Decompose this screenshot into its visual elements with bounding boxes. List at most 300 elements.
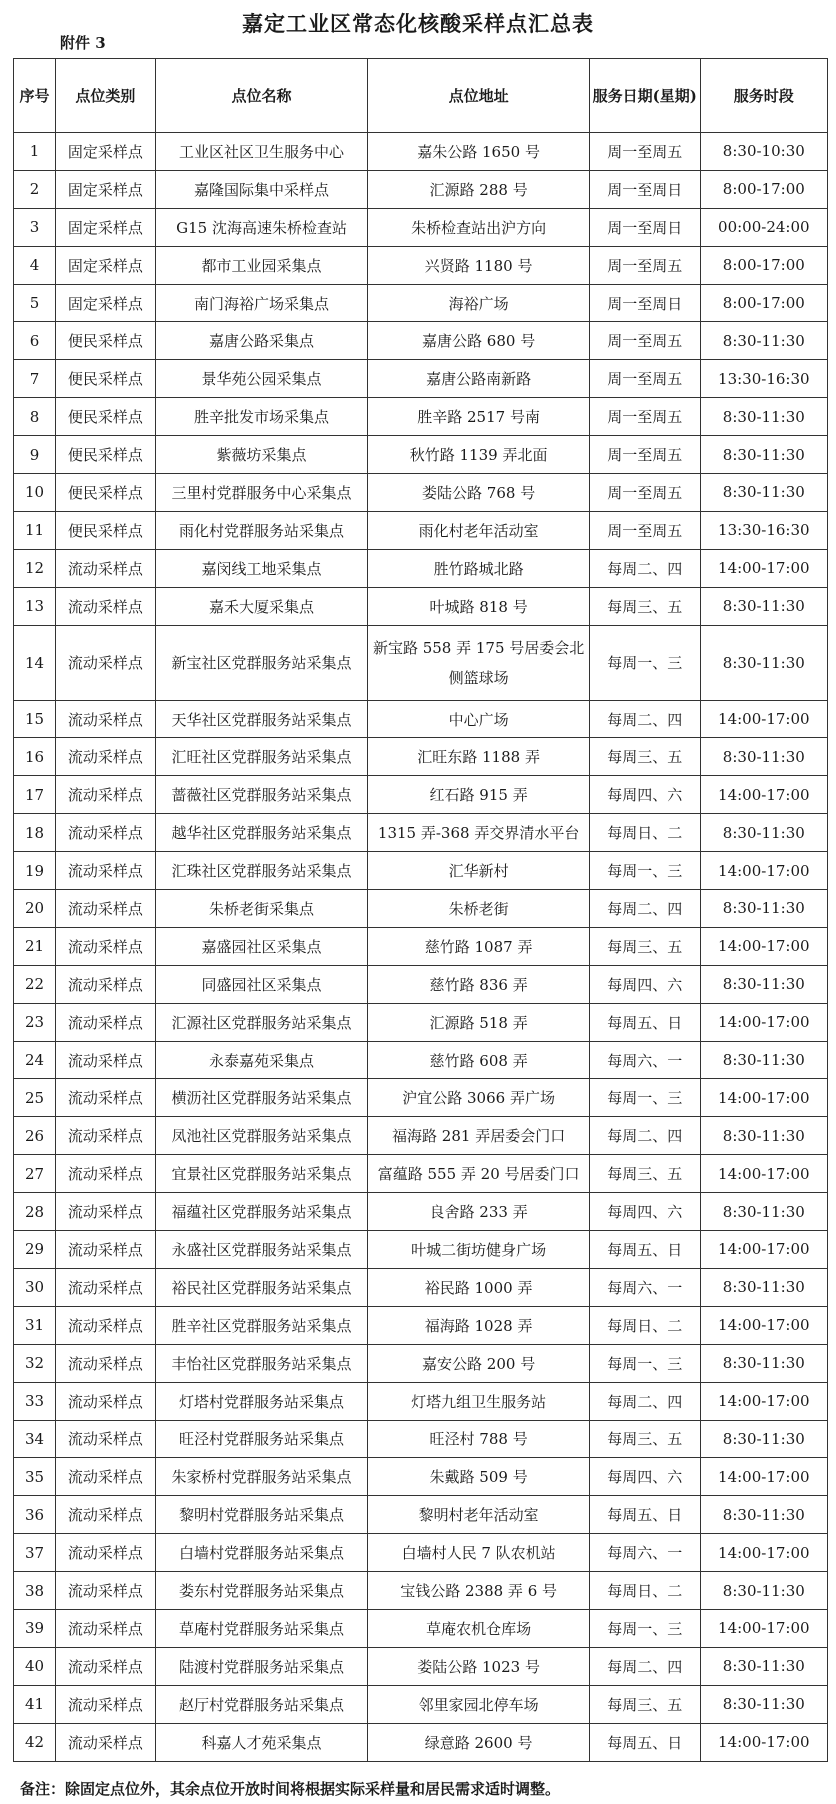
cell-category: 流动采样点 bbox=[56, 852, 156, 890]
cell-name: G15 沈海高速朱桥检查站 bbox=[155, 208, 368, 246]
cell-hours: 8:30-11:30 bbox=[700, 322, 827, 360]
cell-hours: 8:30-10:30 bbox=[700, 133, 827, 171]
cell-index: 5 bbox=[14, 284, 56, 322]
table-row bbox=[14, 1458, 828, 1496]
cell-name: 越华社区党群服务站采集点 bbox=[155, 814, 368, 852]
cell-hours: 14:00-17:00 bbox=[700, 1534, 827, 1572]
cell-name: 朱桥老街采集点 bbox=[155, 890, 368, 928]
cell-category: 流动采样点 bbox=[56, 1420, 156, 1458]
cell-name: 科嘉人才苑采集点 bbox=[155, 1723, 368, 1761]
cell-hours: 8:30-11:30 bbox=[700, 625, 827, 700]
cell-index: 12 bbox=[14, 549, 56, 587]
cell-address: 良舍路 233 弄 bbox=[368, 1193, 589, 1231]
table-row bbox=[14, 208, 828, 246]
cell-name: 赵厅村党群服务站采集点 bbox=[155, 1685, 368, 1723]
cell-days: 周一至周五 bbox=[589, 436, 700, 474]
header-category: 点位类别 bbox=[56, 59, 156, 133]
table-row bbox=[14, 927, 828, 965]
header-hours: 服务时段 bbox=[700, 59, 827, 133]
cell-hours: 8:30-11:30 bbox=[700, 587, 827, 625]
cell-name: 南门海裕广场采集点 bbox=[155, 284, 368, 322]
cell-index: 26 bbox=[14, 1117, 56, 1155]
cell-hours: 8:30-11:30 bbox=[700, 1496, 827, 1534]
cell-category: 流动采样点 bbox=[56, 587, 156, 625]
cell-address: 嘉唐公路南新路 bbox=[368, 360, 589, 398]
cell-name: 娄东村党群服务站采集点 bbox=[155, 1572, 368, 1610]
table-row bbox=[14, 360, 828, 398]
cell-hours: 8:30-11:30 bbox=[700, 965, 827, 1003]
cell-category: 流动采样点 bbox=[56, 1344, 156, 1382]
cell-name: 永盛社区党群服务站采集点 bbox=[155, 1231, 368, 1269]
cell-category: 便民采样点 bbox=[56, 511, 156, 549]
cell-days: 每周一、三 bbox=[589, 1609, 700, 1647]
cell-name: 陆渡村党群服务站采集点 bbox=[155, 1647, 368, 1685]
cell-name: 天华社区党群服务站采集点 bbox=[155, 700, 368, 738]
cell-index: 30 bbox=[14, 1268, 56, 1306]
cell-address: 慈竹路 1087 弄 bbox=[368, 927, 589, 965]
cell-index: 39 bbox=[14, 1609, 56, 1647]
cell-name: 嘉隆国际集中采样点 bbox=[155, 170, 368, 208]
cell-name: 嘉盛园社区采集点 bbox=[155, 927, 368, 965]
cell-hours: 14:00-17:00 bbox=[700, 776, 827, 814]
cell-category: 流动采样点 bbox=[56, 1534, 156, 1572]
cell-category: 流动采样点 bbox=[56, 1155, 156, 1193]
cell-hours: 8:30-11:30 bbox=[700, 436, 827, 474]
cell-category: 便民采样点 bbox=[56, 436, 156, 474]
cell-hours: 8:30-11:30 bbox=[700, 1572, 827, 1610]
cell-index: 36 bbox=[14, 1496, 56, 1534]
cell-index: 34 bbox=[14, 1420, 56, 1458]
cell-address: 红石路 915 弄 bbox=[368, 776, 589, 814]
cell-category: 流动采样点 bbox=[56, 549, 156, 587]
cell-hours: 8:30-11:30 bbox=[700, 1117, 827, 1155]
cell-address: 白墙村人民 7 队农机站 bbox=[368, 1534, 589, 1572]
cell-category: 流动采样点 bbox=[56, 776, 156, 814]
table-row bbox=[14, 1155, 828, 1193]
table-row bbox=[14, 1193, 828, 1231]
cell-name: 汇旺社区党群服务站采集点 bbox=[155, 738, 368, 776]
cell-hours: 8:30-11:30 bbox=[700, 814, 827, 852]
cell-address: 裕民路 1000 弄 bbox=[368, 1268, 589, 1306]
cell-name: 三里村党群服务中心采集点 bbox=[155, 474, 368, 512]
cell-hours: 14:00-17:00 bbox=[700, 1382, 827, 1420]
cell-address: 汇源路 518 弄 bbox=[368, 1003, 589, 1041]
cell-category: 流动采样点 bbox=[56, 1685, 156, 1723]
cell-hours: 14:00-17:00 bbox=[700, 1231, 827, 1269]
cell-index: 23 bbox=[14, 1003, 56, 1041]
cell-days: 周一至周五 bbox=[589, 133, 700, 171]
cell-index: 32 bbox=[14, 1344, 56, 1382]
cell-hours: 8:30-11:30 bbox=[700, 738, 827, 776]
cell-days: 每周三、五 bbox=[589, 1685, 700, 1723]
cell-hours: 14:00-17:00 bbox=[700, 1079, 827, 1117]
cell-index: 29 bbox=[14, 1231, 56, 1269]
cell-name: 白墙村党群服务站采集点 bbox=[155, 1534, 368, 1572]
cell-days: 每周日、二 bbox=[589, 814, 700, 852]
cell-index: 20 bbox=[14, 890, 56, 928]
cell-hours: 14:00-17:00 bbox=[700, 1609, 827, 1647]
table-row bbox=[14, 246, 828, 284]
cell-address: 邻里家园北停车场 bbox=[368, 1685, 589, 1723]
table-row bbox=[14, 133, 828, 171]
cell-category: 流动采样点 bbox=[56, 1572, 156, 1610]
cell-hours: 8:30-11:30 bbox=[700, 398, 827, 436]
cell-category: 流动采样点 bbox=[56, 1117, 156, 1155]
cell-category: 流动采样点 bbox=[56, 1496, 156, 1534]
cell-days: 周一至周日 bbox=[589, 170, 700, 208]
cell-address: 娄陆公路 768 号 bbox=[368, 474, 589, 512]
cell-name: 朱家桥村党群服务站采集点 bbox=[155, 1458, 368, 1496]
cell-days: 每周三、五 bbox=[589, 1155, 700, 1193]
table-row bbox=[14, 965, 828, 1003]
cell-name: 福蕴社区党群服务站采集点 bbox=[155, 1193, 368, 1231]
cell-hours: 13:30-16:30 bbox=[700, 511, 827, 549]
cell-category: 流动采样点 bbox=[56, 927, 156, 965]
table-row bbox=[14, 1420, 828, 1458]
cell-hours: 13:30-16:30 bbox=[700, 360, 827, 398]
cell-name: 黎明村党群服务站采集点 bbox=[155, 1496, 368, 1534]
table-header-row bbox=[14, 59, 828, 133]
cell-name: 裕民社区党群服务站采集点 bbox=[155, 1268, 368, 1306]
table-row bbox=[14, 1572, 828, 1610]
table-row bbox=[14, 511, 828, 549]
cell-category: 流动采样点 bbox=[56, 1003, 156, 1041]
cell-days: 周一至周五 bbox=[589, 511, 700, 549]
cell-index: 4 bbox=[14, 246, 56, 284]
cell-name: 永泰嘉苑采集点 bbox=[155, 1041, 368, 1079]
cell-address: 富蕴路 555 弄 20 号居委门口 bbox=[368, 1155, 589, 1193]
table-row bbox=[14, 587, 828, 625]
cell-name: 胜辛社区党群服务站采集点 bbox=[155, 1306, 368, 1344]
cell-name: 草庵村党群服务站采集点 bbox=[155, 1609, 368, 1647]
cell-name: 灯塔村党群服务站采集点 bbox=[155, 1382, 368, 1420]
cell-days: 每周六、一 bbox=[589, 1534, 700, 1572]
cell-index: 2 bbox=[14, 170, 56, 208]
cell-category: 固定采样点 bbox=[56, 170, 156, 208]
table-row bbox=[14, 1117, 828, 1155]
cell-address: 绿意路 2600 号 bbox=[368, 1723, 589, 1761]
cell-address: 娄陆公路 1023 号 bbox=[368, 1647, 589, 1685]
cell-days: 每周四、六 bbox=[589, 1193, 700, 1231]
cell-name: 汇珠社区党群服务站采集点 bbox=[155, 852, 368, 890]
cell-category: 便民采样点 bbox=[56, 398, 156, 436]
table-row bbox=[14, 852, 828, 890]
cell-hours: 14:00-17:00 bbox=[700, 1723, 827, 1761]
cell-name: 凤池社区党群服务站采集点 bbox=[155, 1117, 368, 1155]
cell-address: 胜竹路城北路 bbox=[368, 549, 589, 587]
cell-days: 每周日、二 bbox=[589, 1306, 700, 1344]
cell-address: 旺泾村 788 号 bbox=[368, 1420, 589, 1458]
header-address: 点位地址 bbox=[368, 59, 589, 133]
cell-address: 胜辛路 2517 号南 bbox=[368, 398, 589, 436]
cell-category: 流动采样点 bbox=[56, 814, 156, 852]
cell-name: 蔷薇社区党群服务站采集点 bbox=[155, 776, 368, 814]
table-row bbox=[14, 776, 828, 814]
header-index: 序号 bbox=[14, 59, 56, 133]
cell-category: 流动采样点 bbox=[56, 1382, 156, 1420]
cell-category: 流动采样点 bbox=[56, 890, 156, 928]
cell-name: 紫薇坊采集点 bbox=[155, 436, 368, 474]
cell-hours: 14:00-17:00 bbox=[700, 852, 827, 890]
cell-address: 汇源路 288 号 bbox=[368, 170, 589, 208]
cell-category: 流动采样点 bbox=[56, 1231, 156, 1269]
cell-index: 35 bbox=[14, 1458, 56, 1496]
cell-index: 22 bbox=[14, 965, 56, 1003]
cell-days: 每周三、五 bbox=[589, 927, 700, 965]
cell-hours: 14:00-17:00 bbox=[700, 927, 827, 965]
cell-address: 叶城二街坊健身广场 bbox=[368, 1231, 589, 1269]
cell-days: 每周二、四 bbox=[589, 700, 700, 738]
cell-index: 33 bbox=[14, 1382, 56, 1420]
cell-days: 周一至周五 bbox=[589, 360, 700, 398]
cell-category: 固定采样点 bbox=[56, 246, 156, 284]
cell-name: 嘉唐公路采集点 bbox=[155, 322, 368, 360]
header-days: 服务日期(星期) bbox=[589, 59, 700, 133]
cell-name: 宜景社区党群服务站采集点 bbox=[155, 1155, 368, 1193]
cell-address: 嘉安公路 200 号 bbox=[368, 1344, 589, 1382]
table-row bbox=[14, 1534, 828, 1572]
cell-index: 24 bbox=[14, 1041, 56, 1079]
table-row bbox=[14, 1382, 828, 1420]
cell-index: 37 bbox=[14, 1534, 56, 1572]
table-row bbox=[14, 1609, 828, 1647]
cell-days: 周一至周五 bbox=[589, 322, 700, 360]
cell-category: 流动采样点 bbox=[56, 700, 156, 738]
cell-name: 胜辛批发市场采集点 bbox=[155, 398, 368, 436]
cell-address: 1315 弄-368 弄交界清水平台 bbox=[368, 814, 589, 852]
cell-address: 黎明村老年活动室 bbox=[368, 1496, 589, 1534]
document-title: 嘉定工业区常态化核酸采样点汇总表 bbox=[242, 11, 594, 36]
cell-category: 流动采样点 bbox=[56, 625, 156, 700]
cell-days: 每周三、五 bbox=[589, 738, 700, 776]
cell-index: 27 bbox=[14, 1155, 56, 1193]
cell-days: 每周二、四 bbox=[589, 1117, 700, 1155]
cell-index: 16 bbox=[14, 738, 56, 776]
cell-hours: 8:30-11:30 bbox=[700, 1041, 827, 1079]
cell-hours: 00:00-24:00 bbox=[700, 208, 827, 246]
cell-address: 叶城路 818 号 bbox=[368, 587, 589, 625]
cell-category: 固定采样点 bbox=[56, 133, 156, 171]
cell-category: 便民采样点 bbox=[56, 360, 156, 398]
cell-address: 秋竹路 1139 弄北面 bbox=[368, 436, 589, 474]
cell-index: 14 bbox=[14, 625, 56, 700]
cell-index: 11 bbox=[14, 511, 56, 549]
cell-index: 15 bbox=[14, 700, 56, 738]
cell-index: 13 bbox=[14, 587, 56, 625]
cell-days: 周一至周五 bbox=[589, 474, 700, 512]
cell-days: 每周二、四 bbox=[589, 1647, 700, 1685]
cell-name: 嘉闵线工地采集点 bbox=[155, 549, 368, 587]
cell-hours: 8:30-11:30 bbox=[700, 1647, 827, 1685]
header-name: 点位名称 bbox=[155, 59, 368, 133]
table-row bbox=[14, 700, 828, 738]
table-row bbox=[14, 436, 828, 474]
cell-days: 每周六、一 bbox=[589, 1268, 700, 1306]
cell-hours: 14:00-17:00 bbox=[700, 1458, 827, 1496]
cell-hours: 8:00-17:00 bbox=[700, 246, 827, 284]
cell-days: 每周一、三 bbox=[589, 852, 700, 890]
cell-index: 31 bbox=[14, 1306, 56, 1344]
cell-days: 每周一、三 bbox=[589, 625, 700, 700]
cell-days: 每周二、四 bbox=[589, 890, 700, 928]
cell-address: 福海路 281 弄居委会门口 bbox=[368, 1117, 589, 1155]
cell-index: 25 bbox=[14, 1079, 56, 1117]
footnote: 备注：除固定点位外，其余点位开放时间将根据实际采样量和居民需求适时调整。 bbox=[20, 1780, 561, 1798]
cell-category: 流动采样点 bbox=[56, 1193, 156, 1231]
cell-days: 周一至周日 bbox=[589, 208, 700, 246]
cell-index: 18 bbox=[14, 814, 56, 852]
cell-days: 每周一、三 bbox=[589, 1344, 700, 1382]
cell-category: 流动采样点 bbox=[56, 1609, 156, 1647]
cell-name: 丰怡社区党群服务站采集点 bbox=[155, 1344, 368, 1382]
table-row bbox=[14, 284, 828, 322]
cell-days: 周一至周五 bbox=[589, 246, 700, 284]
cell-address: 汇华新村 bbox=[368, 852, 589, 890]
cell-address: 宝钱公路 2388 弄 6 号 bbox=[368, 1572, 589, 1610]
cell-category: 流动采样点 bbox=[56, 738, 156, 776]
cell-address: 沪宜公路 3066 弄广场 bbox=[368, 1079, 589, 1117]
cell-address: 雨化村老年活动室 bbox=[368, 511, 589, 549]
cell-hours: 14:00-17:00 bbox=[700, 1003, 827, 1041]
cell-hours: 8:30-11:30 bbox=[700, 1268, 827, 1306]
cell-index: 19 bbox=[14, 852, 56, 890]
table-row bbox=[14, 549, 828, 587]
cell-category: 流动采样点 bbox=[56, 1079, 156, 1117]
cell-days: 每周五、日 bbox=[589, 1003, 700, 1041]
cell-name: 都市工业园采集点 bbox=[155, 246, 368, 284]
table-row bbox=[14, 1268, 828, 1306]
cell-address: 汇旺东路 1188 弄 bbox=[368, 738, 589, 776]
cell-index: 38 bbox=[14, 1572, 56, 1610]
cell-address: 新宝路 558 弄 175 号居委会北侧篮球场 bbox=[368, 625, 589, 700]
cell-name: 横沥社区党群服务站采集点 bbox=[155, 1079, 368, 1117]
cell-category: 流动采样点 bbox=[56, 1306, 156, 1344]
table-row bbox=[14, 890, 828, 928]
table-row bbox=[14, 1685, 828, 1723]
cell-days: 每周二、四 bbox=[589, 549, 700, 587]
cell-days: 每周六、一 bbox=[589, 1041, 700, 1079]
cell-hours: 8:30-11:30 bbox=[700, 890, 827, 928]
cell-days: 每周五、日 bbox=[589, 1231, 700, 1269]
cell-index: 41 bbox=[14, 1685, 56, 1723]
cell-days: 每周二、四 bbox=[589, 1382, 700, 1420]
cell-index: 3 bbox=[14, 208, 56, 246]
cell-address: 朱桥检查站出沪方向 bbox=[368, 208, 589, 246]
cell-days: 每周一、三 bbox=[589, 1079, 700, 1117]
cell-address: 朱戴路 509 号 bbox=[368, 1458, 589, 1496]
table-row bbox=[14, 1344, 828, 1382]
table-row bbox=[14, 814, 828, 852]
cell-days: 每周五、日 bbox=[589, 1723, 700, 1761]
cell-days: 每周三、五 bbox=[589, 1420, 700, 1458]
cell-index: 28 bbox=[14, 1193, 56, 1231]
cell-days: 每周四、六 bbox=[589, 776, 700, 814]
cell-index: 9 bbox=[14, 436, 56, 474]
cell-address: 嘉朱公路 1650 号 bbox=[368, 133, 589, 171]
cell-address: 灯塔九组卫生服务站 bbox=[368, 1382, 589, 1420]
table-row bbox=[14, 1647, 828, 1685]
cell-name: 同盛园社区采集点 bbox=[155, 965, 368, 1003]
cell-address: 兴贤路 1180 号 bbox=[368, 246, 589, 284]
table-row bbox=[14, 1079, 828, 1117]
table-row bbox=[14, 1496, 828, 1534]
cell-hours: 8:30-11:30 bbox=[700, 474, 827, 512]
cell-days: 每周四、六 bbox=[589, 1458, 700, 1496]
cell-category: 流动采样点 bbox=[56, 1041, 156, 1079]
cell-days: 周一至周日 bbox=[589, 284, 700, 322]
table-row bbox=[14, 1306, 828, 1344]
cell-address: 朱桥老街 bbox=[368, 890, 589, 928]
cell-category: 便民采样点 bbox=[56, 322, 156, 360]
cell-name: 旺泾村党群服务站采集点 bbox=[155, 1420, 368, 1458]
table-row bbox=[14, 322, 828, 360]
table-row bbox=[14, 625, 828, 700]
cell-hours: 8:30-11:30 bbox=[700, 1420, 827, 1458]
cell-category: 流动采样点 bbox=[56, 1458, 156, 1496]
cell-index: 40 bbox=[14, 1647, 56, 1685]
cell-address: 中心广场 bbox=[368, 700, 589, 738]
table-row bbox=[14, 474, 828, 512]
cell-hours: 14:00-17:00 bbox=[700, 1306, 827, 1344]
cell-days: 每周三、五 bbox=[589, 587, 700, 625]
cell-hours: 8:30-11:30 bbox=[700, 1193, 827, 1231]
cell-index: 8 bbox=[14, 398, 56, 436]
cell-hours: 8:00-17:00 bbox=[700, 284, 827, 322]
attachment-label: 附件 3 bbox=[60, 34, 106, 52]
table-row bbox=[14, 1231, 828, 1269]
table-row bbox=[14, 398, 828, 436]
cell-address: 嘉唐公路 680 号 bbox=[368, 322, 589, 360]
cell-name: 工业区社区卫生服务中心 bbox=[155, 133, 368, 171]
cell-category: 流动采样点 bbox=[56, 1723, 156, 1761]
cell-category: 便民采样点 bbox=[56, 474, 156, 512]
cell-days: 周一至周五 bbox=[589, 398, 700, 436]
cell-hours: 14:00-17:00 bbox=[700, 549, 827, 587]
cell-name: 景华苑公园采集点 bbox=[155, 360, 368, 398]
cell-days: 每周四、六 bbox=[589, 965, 700, 1003]
cell-days: 每周日、二 bbox=[589, 1572, 700, 1610]
cell-address: 海裕广场 bbox=[368, 284, 589, 322]
cell-hours: 14:00-17:00 bbox=[700, 700, 827, 738]
cell-index: 10 bbox=[14, 474, 56, 512]
table-row bbox=[14, 1723, 828, 1761]
cell-index: 7 bbox=[14, 360, 56, 398]
cell-index: 42 bbox=[14, 1723, 56, 1761]
cell-name: 汇源社区党群服务站采集点 bbox=[155, 1003, 368, 1041]
table-row bbox=[14, 1003, 828, 1041]
cell-category: 流动采样点 bbox=[56, 1268, 156, 1306]
cell-days: 每周五、日 bbox=[589, 1496, 700, 1534]
cell-hours: 8:00-17:00 bbox=[700, 170, 827, 208]
cell-index: 1 bbox=[14, 133, 56, 171]
cell-category: 固定采样点 bbox=[56, 208, 156, 246]
cell-address: 慈竹路 608 弄 bbox=[368, 1041, 589, 1079]
sampling-points-table bbox=[13, 58, 828, 1762]
table-row bbox=[14, 170, 828, 208]
cell-address: 慈竹路 836 弄 bbox=[368, 965, 589, 1003]
cell-address: 福海路 1028 弄 bbox=[368, 1306, 589, 1344]
cell-category: 流动采样点 bbox=[56, 965, 156, 1003]
cell-name: 嘉禾大厦采集点 bbox=[155, 587, 368, 625]
cell-index: 6 bbox=[14, 322, 56, 360]
cell-hours: 14:00-17:00 bbox=[700, 1155, 827, 1193]
cell-index: 21 bbox=[14, 927, 56, 965]
cell-address: 草庵农机仓库场 bbox=[368, 1609, 589, 1647]
cell-category: 固定采样点 bbox=[56, 284, 156, 322]
table-row bbox=[14, 1041, 828, 1079]
cell-category: 流动采样点 bbox=[56, 1647, 156, 1685]
cell-name: 新宝社区党群服务站采集点 bbox=[155, 625, 368, 700]
